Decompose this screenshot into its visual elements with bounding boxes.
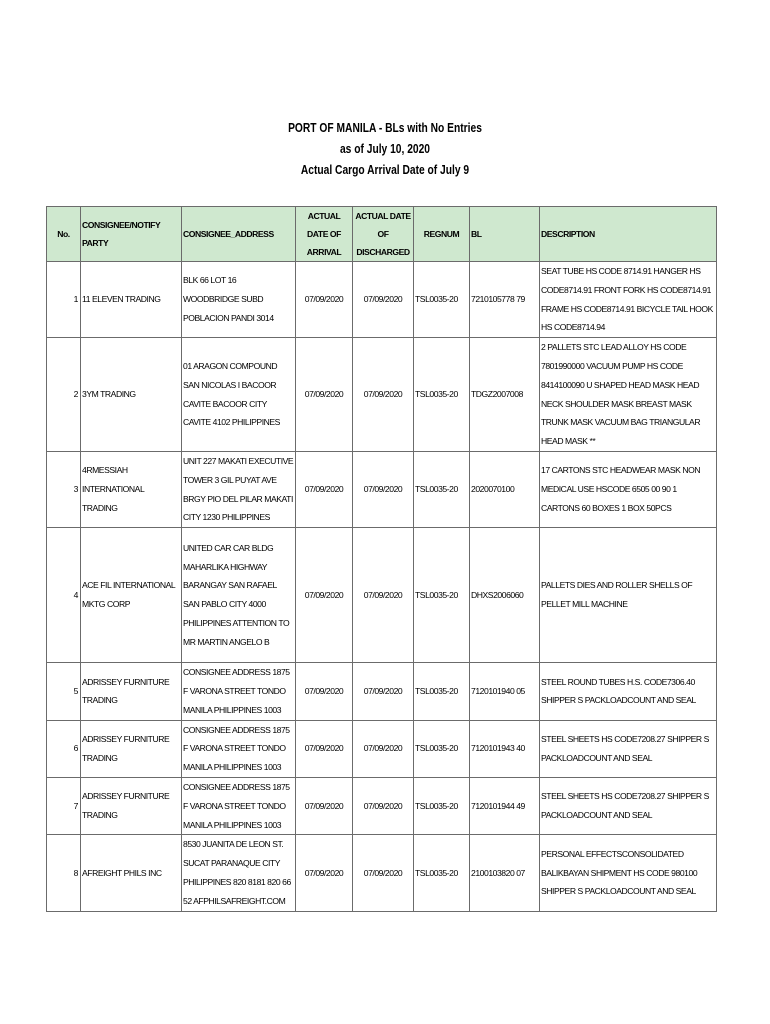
address-cell: 01 ARAGON COMPOUND SAN NICOLAS I BACOOR CAVITE BACOOR CITY CAVITE 4102 PHILIPPINES	[182, 338, 296, 452]
report-subtitle: Actual Cargo Arrival Date of July 9	[300, 163, 470, 177]
regnum-cell: TSL0035-20	[414, 451, 470, 527]
bl-number-cell: 7120101944 49	[470, 777, 540, 834]
col-header-consignee: CONSIGNEE/NOTIFY PARTY	[81, 207, 182, 262]
row-number: 7	[47, 777, 81, 834]
address-cell: CONSIGNEE ADDRESS 1875 F VARONA STREET TONDO MANILA PHILIPPINES 1003	[182, 663, 296, 720]
arrival-date-cell: 07/09/2020	[296, 777, 353, 834]
col-header-description: DESCRIPTION	[540, 207, 717, 262]
table-row	[47, 720, 717, 777]
discharged-date-cell: 07/09/2020	[353, 720, 414, 777]
row-number: 6	[47, 720, 81, 777]
col-header-no: No.	[47, 207, 81, 262]
regnum-cell: TSL0035-20	[414, 720, 470, 777]
arrival-date-cell: 07/09/2020	[296, 528, 353, 663]
address-cell: CONSIGNEE ADDRESS 1875 F VARONA STREET TONDO MANILA PHILIPPINES 1003	[182, 777, 296, 834]
consignee-cell: 3YM TRADING	[81, 338, 182, 452]
regnum-cell: TSL0035-20	[414, 338, 470, 452]
arrival-date-cell: 07/09/2020	[296, 451, 353, 527]
consignee-cell: ADRISSEY FURNITURE TRADING	[81, 663, 182, 720]
row-number: 1	[47, 262, 81, 338]
bl-number-cell: 7120101943 40	[470, 720, 540, 777]
table-header-row	[47, 207, 717, 262]
bl-table	[46, 206, 717, 912]
arrival-date-cell: 07/09/2020	[296, 663, 353, 720]
row-number: 8	[47, 835, 81, 911]
address-cell: UNIT 227 MAKATI EXECUTIVE TOWER 3 GIL PUYAT AVE BRGY PIO DEL PILAR MAKATI CITY 1230 PHILIPPINES	[182, 451, 296, 527]
col-header-bl: BL	[470, 207, 540, 262]
consignee-cell: ADRISSEY FURNITURE TRADING	[81, 777, 182, 834]
discharged-date-cell: 07/09/2020	[353, 451, 414, 527]
arrival-date-cell: 07/09/2020	[296, 262, 353, 338]
description-cell: STEEL SHEETS HS CODE7208.27 SHIPPER S PACKLOADCOUNT AND SEAL	[540, 777, 717, 834]
regnum-cell: TSL0035-20	[414, 777, 470, 834]
consignee-cell: AFREIGHT PHILS INC	[81, 835, 182, 911]
bl-number-cell: 7210105778 79	[470, 262, 540, 338]
description-cell: SEAT TUBE HS CODE 8714.91 HANGER HS CODE8714.91 FRONT FORK HS CODE8714.91 FRAME HS CODE8714.91 BICYCLE TAIL HOOK HS CODE8714.94	[540, 262, 717, 338]
table-row	[47, 835, 717, 911]
row-number: 2	[47, 338, 81, 452]
table-row	[47, 777, 717, 834]
address-cell: 8530 JUANITA DE LEON ST. SUCAT PARANAQUE CITY PHILIPPINES 820 8181 820 66 52 AFPHILSAFREIGHT.COM	[182, 835, 296, 911]
bl-number-cell: 7120101940 05	[470, 663, 540, 720]
arrival-date-cell: 07/09/2020	[296, 720, 353, 777]
description-cell: 17 CARTONS STC HEADWEAR MASK NON MEDICAL USE HSCODE 6505 00 90 1 CARTONS 60 BOXES 1 BOX 50PCS	[540, 451, 717, 527]
arrival-date-cell: 07/09/2020	[296, 835, 353, 911]
table-row	[47, 528, 717, 663]
description-cell: PERSONAL EFFECTSCONSOLIDATED BALIKBAYAN SHIPMENT HS CODE 980100 SHIPPER S PACKLOADCOUNT AND SEAL	[540, 835, 717, 911]
description-cell: STEEL SHEETS HS CODE7208.27 SHIPPER S PACKLOADCOUNT AND SEAL	[540, 720, 717, 777]
bl-number-cell: DHXS2006060	[470, 528, 540, 663]
consignee-cell: 11 ELEVEN TRADING	[81, 262, 182, 338]
table-row	[47, 663, 717, 720]
discharged-date-cell: 07/09/2020	[353, 528, 414, 663]
row-number: 3	[47, 451, 81, 527]
discharged-date-cell: 07/09/2020	[353, 835, 414, 911]
table-row	[47, 451, 717, 527]
consignee-cell: ACE FIL INTERNATIONAL MKTG CORP	[81, 528, 182, 663]
bl-number-cell: 2020070100	[470, 451, 540, 527]
report-title-block	[69, 118, 700, 181]
row-number: 4	[47, 528, 81, 663]
description-cell: 2 PALLETS STC LEAD ALLOY HS CODE 7801990000 VACUUM PUMP HS CODE 8414100090 U SHAPED HEAD MASK HEAD NECK SHOULDER MASK BREAST MASK TRUNK MASK VACUUM BAG TRIANGULAR HEAD MASK **	[540, 338, 717, 452]
col-header-regnum: REGNUM	[414, 207, 470, 262]
address-cell: UNITED CAR CAR BLDG MAHARLIKA HIGHWAY BARANGAY SAN RAFAEL SAN PABLO CITY 4000 PHILIPPINES ATTENTION TO MR MARTIN ANGELO B	[182, 528, 296, 663]
bl-number-cell: 2100103820 07	[470, 835, 540, 911]
consignee-cell: 4RMESSIAH INTERNATIONAL TRADING	[81, 451, 182, 527]
table-row	[47, 262, 717, 338]
regnum-cell: TSL0035-20	[414, 835, 470, 911]
regnum-cell: TSL0035-20	[414, 262, 470, 338]
address-cell: CONSIGNEE ADDRESS 1875 F VARONA STREET TONDO MANILA PHILIPPINES 1003	[182, 720, 296, 777]
discharged-date-cell: 07/09/2020	[353, 663, 414, 720]
description-cell: PALLETS DIES AND ROLLER SHELLS OF PELLET MILL MACHINE	[540, 528, 717, 663]
discharged-date-cell: 07/09/2020	[353, 338, 414, 452]
discharged-date-cell: 07/09/2020	[353, 262, 414, 338]
table-row	[47, 338, 717, 452]
report-date: as of July 10, 2020	[339, 142, 431, 156]
arrival-date-cell: 07/09/2020	[296, 338, 353, 452]
col-header-address: CONSIGNEE_ADDRESS	[182, 207, 296, 262]
discharged-date-cell: 07/09/2020	[353, 777, 414, 834]
consignee-cell: ADRISSEY FURNITURE TRADING	[81, 720, 182, 777]
regnum-cell: TSL0035-20	[414, 528, 470, 663]
row-number: 5	[47, 663, 81, 720]
report-title: PORT OF MANILA - BLs with No Entries	[288, 121, 482, 135]
bl-number-cell: TDGZ2007008	[470, 338, 540, 452]
regnum-cell: TSL0035-20	[414, 663, 470, 720]
col-header-arrival: ACTUAL DATE OF ARRIVAL	[296, 207, 353, 262]
description-cell: STEEL ROUND TUBES H.S. CODE7306.40 SHIPPER S PACKLOADCOUNT AND SEAL	[540, 663, 717, 720]
col-header-discharged: ACTUAL DATE OF DISCHARGED	[353, 207, 414, 262]
address-cell: BLK 66 LOT 16 WOODBRIDGE SUBD POBLACION PANDI 3014	[182, 262, 296, 338]
